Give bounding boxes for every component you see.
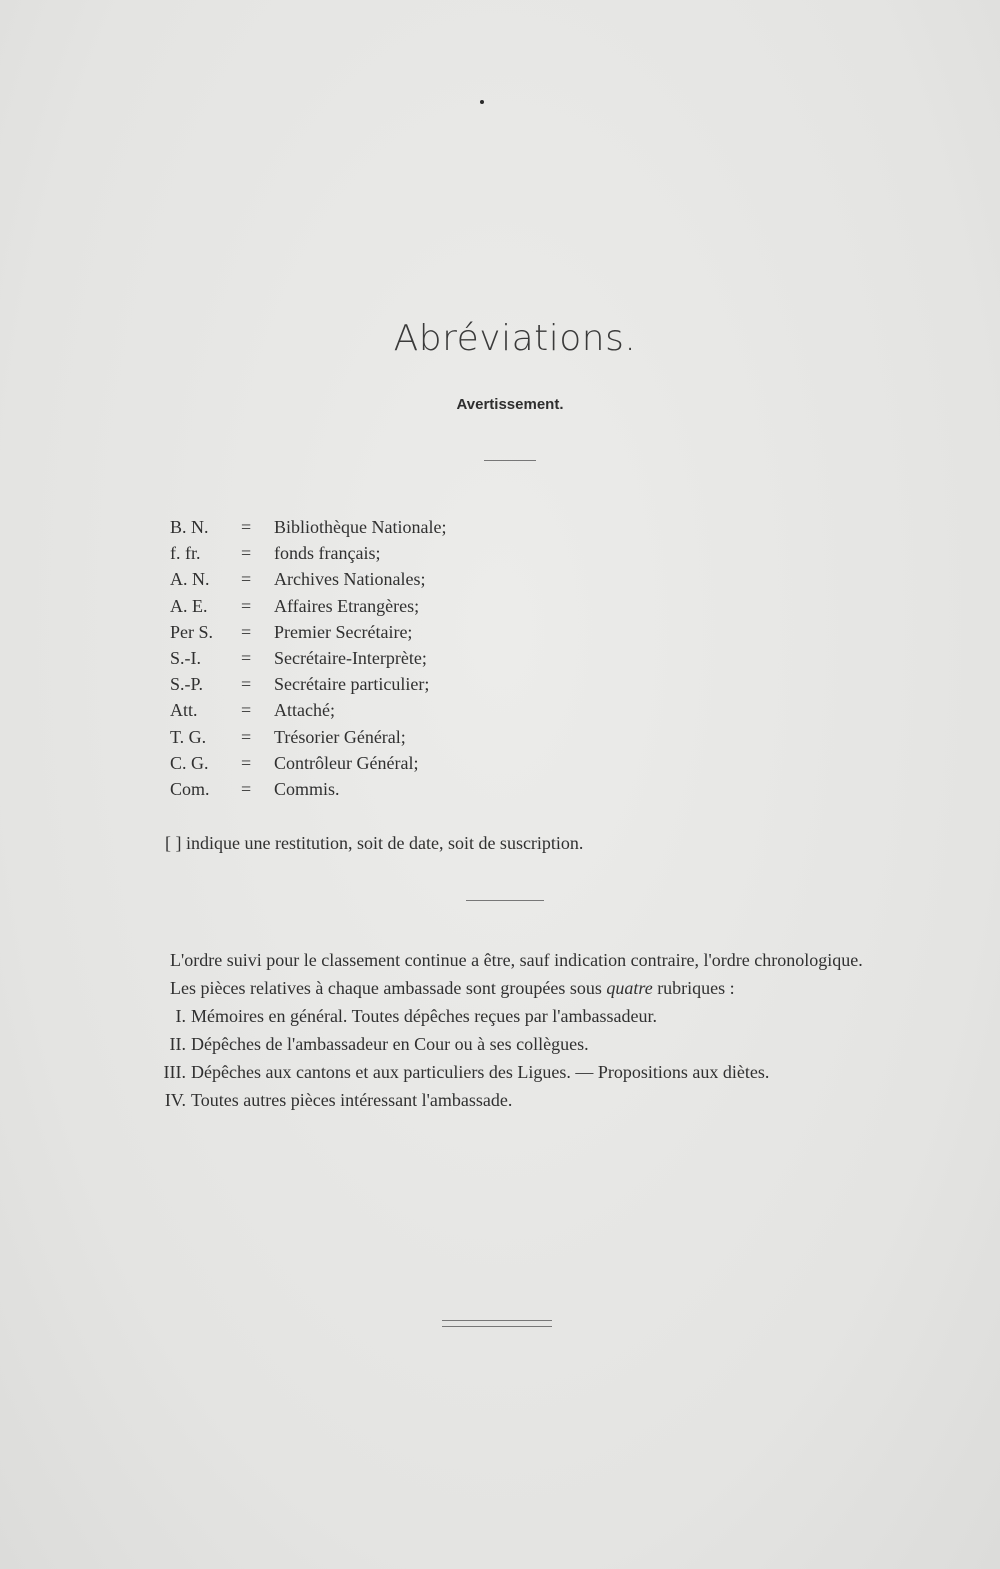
- rubric-text: Mémoires en général. Toutes dépêches reçues par l'ambassadeur.: [191, 1006, 657, 1026]
- abbreviation-code: B. N.: [170, 517, 209, 537]
- abbreviation-item: [170, 750, 446, 776]
- paragraph-rubrics-intro: [108, 974, 888, 1002]
- abbreviation-item: [170, 514, 446, 540]
- rubric-item: [108, 1058, 888, 1086]
- abbreviation-item: [170, 697, 446, 723]
- abbreviation-meaning: Secrétaire particulier;: [274, 674, 430, 695]
- abbreviation-meaning: Trésorier Général;: [274, 726, 406, 747]
- page-subtitle: Avertissement.: [456, 396, 564, 413]
- equals-sign: =: [241, 569, 252, 590]
- rubric-number: I.: [175, 1006, 186, 1026]
- abbreviation-item: [170, 776, 446, 802]
- abbreviation-code: C. G.: [170, 752, 209, 773]
- rubric-number: II.: [169, 1034, 186, 1054]
- abbreviation-code: A. E.: [170, 595, 208, 616]
- rubric-text: Dépêches aux cantons et aux particuliers des Ligues. — Propositions aux diètes.: [191, 1062, 770, 1082]
- abbreviation-item: [170, 645, 446, 671]
- paragraph-rubrics-text-end: rubriques :: [652, 978, 735, 998]
- abbreviation-item: [170, 671, 446, 697]
- abbreviation-code: Att.: [170, 700, 198, 721]
- paragraph-rubrics-emphasis: quatre: [606, 978, 653, 998]
- page-title: Abréviations.: [393, 318, 637, 359]
- rubric-text: Dépêches de l'ambassadeur en Cour ou à ses collègues.: [191, 1034, 589, 1054]
- rubric-number: III.: [163, 1062, 186, 1082]
- paragraph-rubrics-text: Les pièces relatives à chaque ambassade sont groupées sous: [170, 978, 607, 998]
- paragraph-order: L'ordre suivi pour le classement continue a être, sauf indication contraire, l'ordre chronologique.: [170, 950, 863, 970]
- equals-sign: =: [241, 674, 252, 695]
- abbreviation-meaning: Secrétaire-Interprète;: [274, 648, 427, 669]
- rubric-text: Toutes autres pièces intéressant l'ambassade.: [191, 1090, 513, 1110]
- abbreviation-meaning: Contrôleur Général;: [274, 752, 419, 773]
- abbreviation-meaning: Archives Nationales;: [274, 569, 426, 590]
- equals-sign: =: [241, 726, 252, 747]
- abbreviation-code: A. N.: [170, 569, 210, 590]
- equals-sign: =: [241, 595, 252, 616]
- rubric-item: [108, 1030, 888, 1058]
- abbreviation-meaning: Affaires Etrangères;: [274, 595, 420, 616]
- rubric-list: [108, 1002, 888, 1114]
- abbreviation-meaning: Commis.: [274, 779, 340, 800]
- divider-bottom-double: [442, 1320, 552, 1327]
- abbreviation-code: T. G.: [170, 726, 207, 747]
- rubric-number: IV.: [164, 1090, 186, 1110]
- equals-sign: =: [241, 621, 252, 642]
- bracket-note: [ ] indique une restitution, soit de date, soit de suscription.: [165, 833, 584, 853]
- abbreviation-code: S.-P.: [170, 674, 204, 695]
- abbreviation-code: Com.: [170, 779, 210, 800]
- abbreviation-list: [170, 514, 446, 802]
- abbreviation-meaning: Attaché;: [274, 700, 335, 721]
- abbreviation-code: Per S.: [170, 621, 214, 642]
- abbreviation-meaning: Premier Secrétaire;: [274, 621, 413, 642]
- abbreviation-item: [170, 593, 446, 619]
- equals-sign: =: [241, 779, 252, 800]
- abbreviation-code: f. fr.: [170, 543, 201, 564]
- abbreviation-item: [170, 724, 446, 750]
- equals-sign: =: [241, 517, 252, 537]
- abbreviation-item: [170, 619, 446, 645]
- page-speck: [480, 100, 484, 104]
- abbreviation-item: [170, 540, 446, 566]
- rubric-item: [108, 1086, 888, 1114]
- equals-sign: =: [241, 700, 252, 721]
- classification-notice: [108, 946, 888, 1114]
- divider-middle: [466, 900, 544, 901]
- equals-sign: =: [241, 543, 252, 564]
- abbreviation-code: S.-I.: [170, 648, 201, 669]
- divider-top: [484, 460, 536, 461]
- equals-sign: =: [241, 648, 252, 669]
- abbreviation-meaning: fonds français;: [274, 543, 381, 564]
- abbreviation-item: [170, 566, 446, 592]
- abbreviation-meaning: Bibliothèque Nationale;: [274, 517, 447, 537]
- rubric-item: [108, 1002, 888, 1030]
- equals-sign: =: [241, 752, 252, 773]
